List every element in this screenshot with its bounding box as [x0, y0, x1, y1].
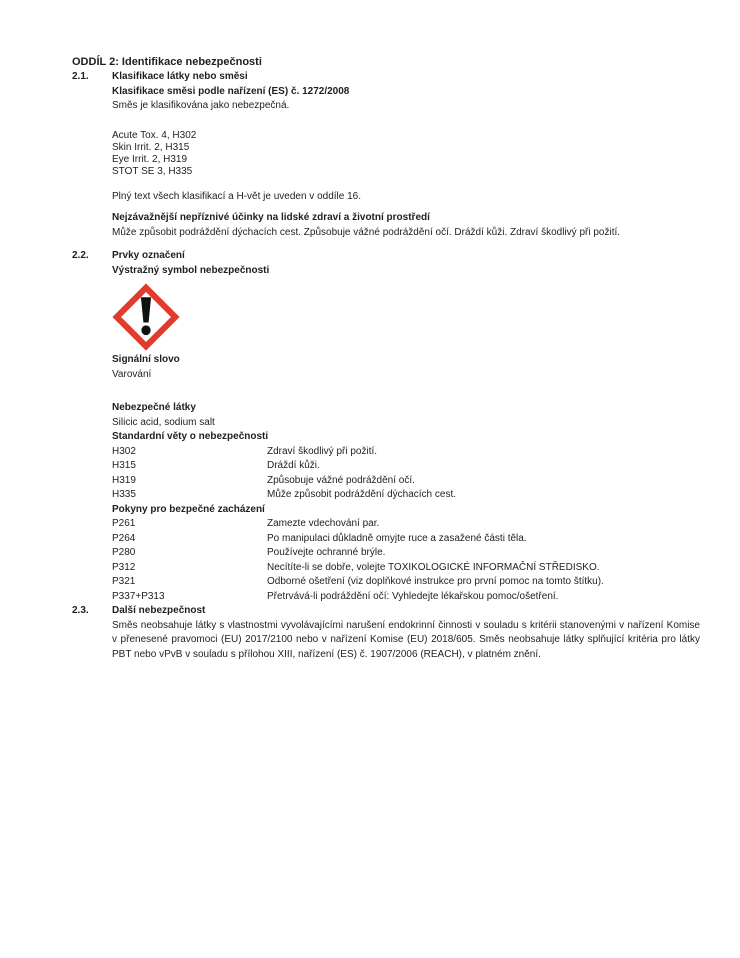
h-text: Dráždí kůži.: [267, 460, 320, 471]
p-code: P337+P313: [112, 590, 165, 602]
p-text: Necítíte-li se dobře, volejte TOXIKOLOGICKÉ INFORMAČNÍ STŘEDISKO.: [267, 561, 600, 573]
h-statement-row: [112, 488, 700, 503]
h-statement-row: [112, 459, 700, 474]
p-statement-row: [112, 517, 700, 532]
signal-word-heading: Signální slovo: [112, 354, 180, 365]
subsection-number: 2.3.: [72, 605, 89, 616]
p-text: Po manipulaci důkladně omyjte ruce a zasažené části těla.: [267, 532, 527, 544]
p-code: P261: [112, 518, 136, 529]
signal-word-value: Varování: [112, 368, 152, 380]
p-text: Zamezte vdechování par.: [267, 518, 380, 529]
p-statements-heading: Pokyny pro bezpečné zacházení: [112, 503, 265, 515]
other-hazards-text: Směs neobsahuje látky s vlastnostmi vyvolávajícími narušení endokrinní činnosti v souladu s kritérii stanovenými v nařízení Komise v přenesené pravomoci (EU) 2017/2100 nebo v nařízení Komise (EU) 2018/605. Směs neobsahuje látky splňující kritéria pro látky PBT nebo vPvB v souladu s přílohou XIII, nařízení (ES) č. 1907/2006 (REACH), v platném znění.: [112, 619, 700, 660]
subsection-2-3-header: [72, 604, 700, 619]
classification-item: Acute Tox. 4, H302: [112, 129, 197, 141]
p-statement-row: [112, 546, 700, 561]
h-text: Způsobuje vážné podráždění očí.: [267, 474, 415, 486]
h-code: H315: [112, 460, 136, 471]
h-text: Zdraví škodlivý při požití.: [267, 445, 378, 457]
p-text: Používejte ochranné brýle.: [267, 547, 386, 558]
hazardous-substances-value: Silicic acid, sodium salt: [112, 416, 215, 428]
subsection-title: Další nebezpečnost: [112, 605, 206, 616]
h-statements-heading: Standardní věty o nebezpečnosti: [112, 431, 269, 442]
p-code: P321: [112, 576, 136, 587]
p-code: P264: [112, 532, 136, 544]
pictogram-heading: Výstražný symbol nebezpečnosti: [112, 264, 270, 276]
p-statement-row: [112, 532, 700, 547]
subsection-title: Klasifikace látky nebo směsi: [112, 71, 248, 82]
section-2-hazard-identification: [72, 55, 700, 662]
subsection-2-1-header: [72, 70, 700, 85]
p-code: P280: [112, 547, 136, 558]
h-code: H319: [112, 474, 136, 486]
classification-item: Eye Irrit. 2, H319: [112, 153, 188, 165]
h-code: H335: [112, 489, 136, 500]
classification-item: Skin Irrit. 2, H315: [112, 141, 190, 153]
h-statements-table: [112, 445, 700, 503]
section-title: ODDÍL 2: Identifikace nebezpečnosti: [72, 56, 262, 68]
ghs07-exclamation-mark-icon: [112, 283, 180, 351]
h-code: H302: [112, 445, 136, 457]
p-code: P312: [112, 561, 136, 573]
full-text-note: Plný text všech klasifikací a H-vět je uveden v oddíle 16.: [112, 190, 362, 202]
subsection-2-2-header: [72, 249, 700, 264]
classification-regulation-heading: Klasifikace směsi podle nařízení (ES) č. 1272/2008: [112, 85, 350, 97]
p-statement-row: [112, 575, 700, 590]
p-text: Přetrvává-li podráždění očí: Vyhledejte lékařskou pomoc/ošetření.: [267, 590, 559, 602]
h-statement-row: [112, 445, 700, 460]
p-statement-row: [112, 561, 700, 576]
subsection-number: 2.1.: [72, 71, 89, 82]
p-text: Odborné ošetření (viz doplňkové instrukce pro první pomoc na tomto štítku).: [267, 576, 604, 587]
adverse-effects-text: Může způsobit podráždění dýchacích cest. Způsobuje vážné podráždění očí. Dráždí kůži. Zdraví škodlivý při požití.: [112, 226, 621, 238]
p-statements-table: [112, 517, 700, 604]
classification-list: [112, 130, 700, 178]
subsection-number: 2.2.: [72, 250, 89, 261]
h-statement-row: [112, 474, 700, 489]
p-statement-row: [112, 590, 700, 605]
hazardous-substances-heading: Nebezpečné látky: [112, 402, 196, 413]
subsection-title: Prvky označení: [112, 250, 185, 261]
adverse-effects-heading: Nejzávažnější nepříznivé účinky na lidské zdraví a životní prostředí: [112, 212, 430, 223]
classification-intro-text: Směs je klasifikována jako nebezpečná.: [112, 100, 290, 111]
classification-item: STOT SE 3, H335: [112, 165, 193, 177]
h-text: Může způsobit podráždění dýchacích cest.: [267, 489, 456, 500]
